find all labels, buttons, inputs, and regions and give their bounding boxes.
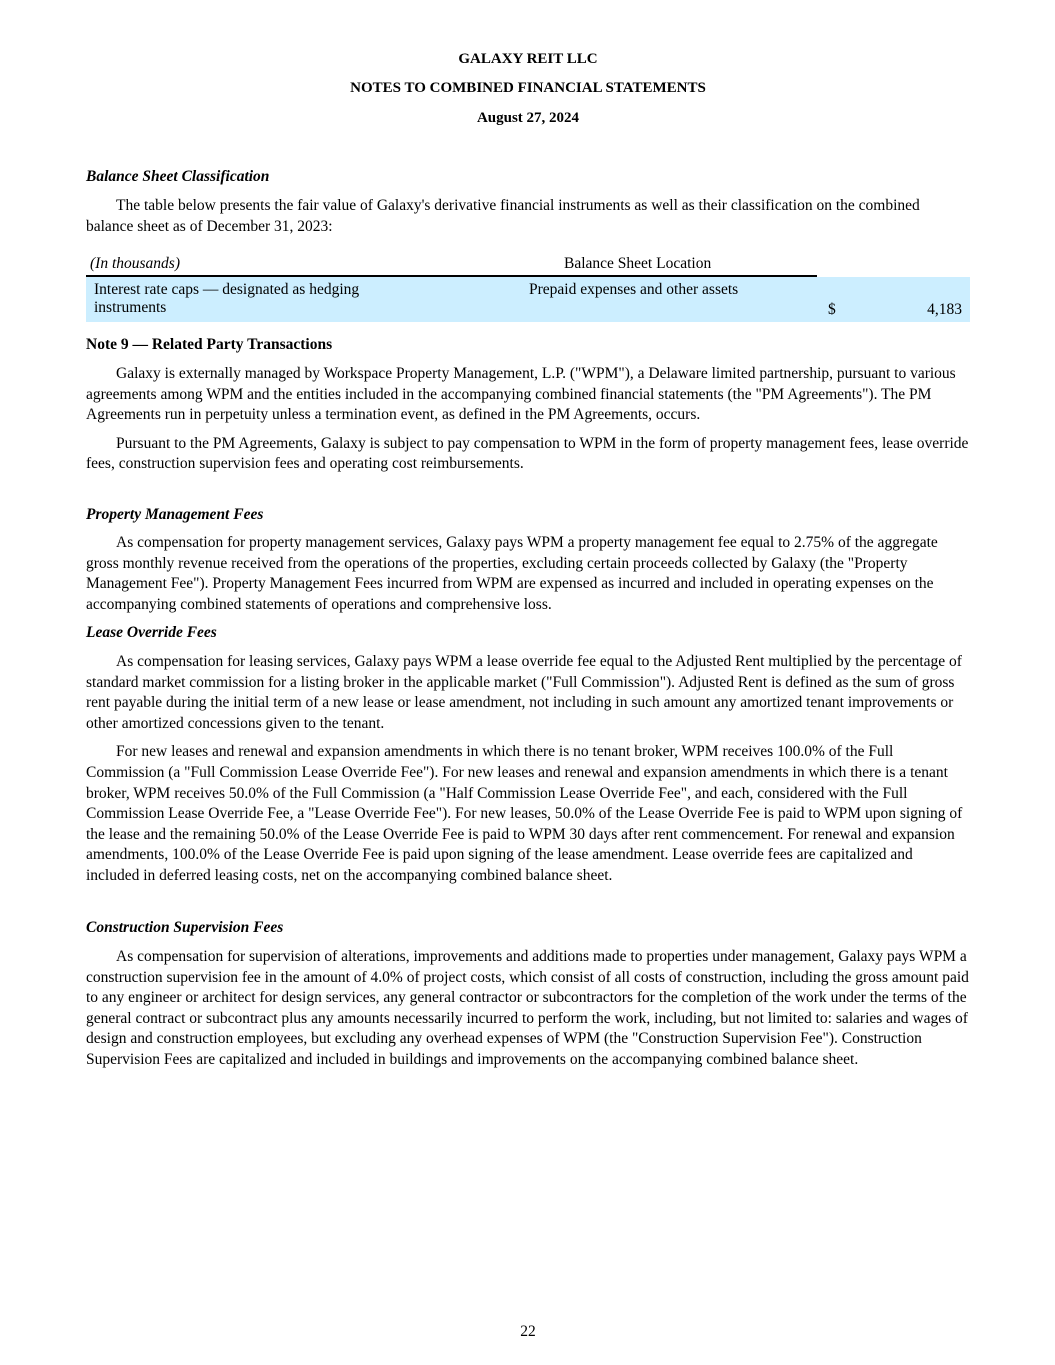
- fair-value-table: [86, 252, 970, 322]
- table-header-row: [86, 252, 970, 276]
- section-heading: Balance Sheet Classification: [86, 168, 270, 185]
- paragraph: As compensation for leasing services, Galaxy pays WPM a lease override fee equal to the Adjusted Rent multiplied by the percentage of standard market commission for a listing broker in the applicable market ("Full Commission"). Adjusted Rent is defined as the sum of gross rent payable during the initial term of a new lease or lease amendment, not including in such amount any amortized tenant improvements or other amortized concessions given to the tenant.: [86, 653, 962, 732]
- section-heading: Construction Supervision Fees: [86, 919, 284, 936]
- balance-sheet-classification-section: [86, 167, 970, 237]
- company-name: GALAXY REIT LLC: [458, 51, 598, 67]
- document-date: August 27, 2024: [476, 110, 580, 126]
- paragraph: Pursuant to the PM Agreements, Galaxy is subject to pay compensation to WPM in the form of property management fees, lease override fees, construction supervision fees and operating cost reimbursements.: [86, 434, 969, 473]
- table-cell-location: Prepaid expenses and other assets: [529, 281, 739, 298]
- construction-supervision-fees-section: [86, 918, 970, 1071]
- table-cell-currency: $: [828, 301, 836, 318]
- section-heading: Property Management Fees: [86, 506, 264, 523]
- paragraph: For new leases and renewal and expansion amendments in which there is no tenant broker, WPM receives 100.0% of the Full Commission (a "Full Commission Lease Override Fee"). For new leases and renewal and expansion amendments in which there is a tenant broker, WPM receives 50.0% of the Full Commission (a "Half Commission Lease Override Fee", and each, considered with the Full Commission Lease Override Fee, a "Lease Override Fee"). For new leases, 50.0% of the Lease Override Fee is paid to WPM upon signing of the lease and the remaining 50.0% of the Lease Override Fee is paid to WPM 30 days after rent commencement. For renewal and expansion amendments, 100.0% of the Lease Override Fee is paid upon signing of the lease amendment. Lease override fees are capitalized and included in deferred leasing costs, net on the accompanying combined balance sheet.: [86, 743, 963, 884]
- paragraph: As compensation for supervision of alterations, improvements and additions made to properties under management, Galaxy pays WPM a construction supervision fee in the amount of 4.0% of project costs, which consist of all costs of construction, including the gross amount paid to any engineer or architect for design services, any general contractor or subcontractors for the completion of the work under the terms of the general contract or subcontract plus any amounts necessarily incurred to perform the work, including, but not limited to: salaries and wages of design and construction employees, but excluding any overhead expenses of WPM (the "Construction Supervision Fee"). Construction Supervision Fees are capitalized and included in buildings and improvements on the accompanying combined balance sheet.: [86, 948, 969, 1068]
- paragraph: The table below presents the fair value of Galaxy's derivative financial instruments as well as their classification on the combined balance sheet as of December 31, 2023:: [86, 197, 920, 235]
- table-cell-description: Interest rate caps — designated as hedging instruments: [94, 281, 360, 316]
- note-heading: Note 9 — Related Party Transactions: [86, 336, 333, 353]
- lease-override-fees-section: [86, 623, 970, 887]
- paragraph: Galaxy is externally managed by Workspace Property Management, L.P. ("WPM"), a Delaware limited partnership, pursuant to various agreements among WPM and the entities included in the accompanying combined financial statements (the "PM Agreements"). The PM Agreements run in perpetuity unless a termination event, as defined in the PM Agreements, occurs.: [86, 365, 956, 424]
- paragraph: As compensation for property management services, Galaxy pays WPM a property management fee equal to 2.75% of the aggregate gross monthly revenue received from the operations of the properties, excluding certain proceeds collected by Galaxy (the "Property Management Fee"). Property Management Fees incurred from WPM are expensed as incurred and included in operating expenses on the accompanying combined statements of operations and comprehensive loss.: [86, 534, 938, 613]
- note-9-section: [86, 335, 970, 475]
- section-heading: Lease Override Fees: [86, 624, 217, 641]
- table-row: [86, 277, 970, 322]
- table-header-location: Balance Sheet Location: [564, 255, 712, 272]
- table-header-units: (In thousands): [90, 255, 180, 272]
- table-cell-value: 4,183: [927, 301, 962, 318]
- property-management-fees-section: [86, 505, 970, 615]
- document-title: NOTES TO COMBINED FINANCIAL STATEMENTS: [350, 80, 706, 96]
- page-number: 22: [520, 1323, 536, 1340]
